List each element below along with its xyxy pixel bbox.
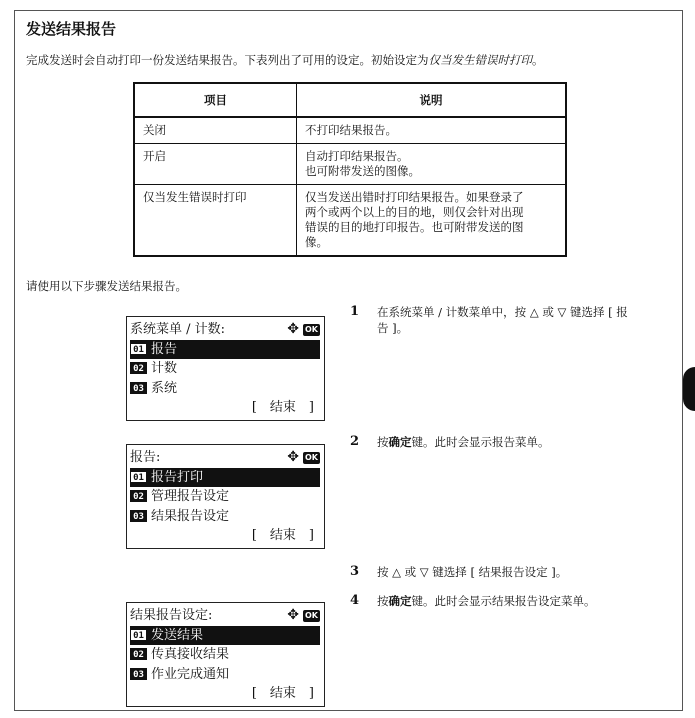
ok-key-icon: OK	[305, 324, 318, 334]
step-text-line: 告 ]。	[377, 321, 409, 335]
step-text-pre: 按	[377, 594, 389, 608]
chapter-tab-marker	[683, 367, 695, 411]
desc-line: 两个或两个以上的目的地，则仅会针对出现	[305, 205, 524, 219]
lcd-header	[130, 320, 320, 340]
lcd-screen-system-menu	[126, 316, 325, 421]
step-1	[350, 304, 678, 336]
lcd-screen-report	[126, 444, 325, 549]
end-softkey[interactable]: [ 结束 ]	[251, 528, 314, 543]
lcd-header	[130, 606, 320, 626]
desc-line: 错误的目的地打印报告。也可附带发送的图	[305, 220, 524, 234]
intro-end: 。	[532, 53, 544, 67]
four-way-arrow-icon: ✥	[287, 321, 299, 337]
step-number: 3	[350, 564, 360, 579]
lcd-footer	[130, 398, 320, 418]
ok-key-label: 确定	[388, 594, 412, 608]
lcd-menu-item-fax-rx-result[interactable]	[130, 645, 320, 665]
ok-key-label: 确定	[388, 435, 412, 449]
four-way-arrow-icon: ✥	[287, 607, 299, 623]
step-text-line: 在系统菜单 / 计数菜单中，按 △ 或 ▽ 键选择 [ 报	[377, 305, 628, 319]
lcd-title: 结果报告设定:	[130, 608, 213, 623]
lcd-menu-item-report[interactable]	[130, 340, 320, 360]
item-number: 02	[130, 490, 147, 502]
item-label: 系统	[151, 380, 178, 396]
lcd-nav	[287, 320, 320, 339]
step-number: 4	[350, 593, 360, 608]
item-number: 01	[130, 343, 147, 355]
item-label: 报告	[151, 341, 178, 357]
ok-key-icon: OK	[305, 610, 318, 620]
settings-table	[133, 82, 567, 257]
item-label: 作业完成通知	[151, 666, 230, 682]
desc-line: 也可附带发送的图像。	[305, 164, 420, 178]
intro-default-value: 仅当发生错误时打印	[428, 53, 532, 67]
lcd-title: 系统菜单 / 计数:	[130, 322, 226, 337]
intro-paragraph	[26, 52, 544, 68]
lcd-menu-item-admin-report[interactable]	[130, 487, 320, 507]
table-row	[134, 144, 566, 185]
item-number: 02	[130, 648, 147, 660]
row-description	[297, 144, 567, 185]
step-text-post: 键。此时会显示报告菜单。	[411, 435, 550, 449]
lcd-menu-item-send-result[interactable]	[130, 626, 320, 646]
item-number: 02	[130, 362, 147, 374]
item-number: 01	[130, 629, 147, 641]
step-2	[350, 434, 678, 450]
item-label: 报告打印	[151, 469, 204, 485]
item-number: 03	[130, 382, 147, 394]
lcd-title: 报告:	[130, 450, 161, 465]
ok-key-icon: OK	[305, 452, 318, 462]
step-text-post: 键。此时会显示结果报告设定菜单。	[411, 594, 596, 608]
desc-line: 像。	[305, 235, 328, 249]
step-text-pre: 按	[377, 435, 389, 449]
lcd-menu-item-result-report[interactable]	[130, 507, 320, 527]
row-item: 开启	[134, 144, 297, 185]
intro-text: 完成发送时会自动打印一份发送结果报告。下表列出了可用的设定。初始设定为	[26, 53, 429, 67]
row-item: 关闭	[134, 117, 297, 144]
step-text	[377, 593, 678, 609]
end-softkey[interactable]: [ 结束 ]	[251, 400, 314, 415]
table-row	[134, 117, 566, 144]
section-title: 发送结果报告	[26, 20, 117, 38]
item-label: 结果报告设定	[151, 508, 230, 524]
lcd-header	[130, 448, 320, 468]
step-3	[350, 564, 678, 580]
item-number: 03	[130, 668, 147, 680]
end-softkey[interactable]: [ 结束 ]	[251, 686, 314, 701]
lcd-nav	[287, 448, 320, 467]
step-text	[377, 304, 678, 336]
step-text: 按 △ 或 ▽ 键选择 [ 结果报告设定 ]。	[377, 565, 568, 579]
lcd-menu-item-system[interactable]	[130, 379, 320, 399]
header-description: 说明	[297, 83, 567, 117]
lcd-screen-result-report-settings	[126, 602, 325, 707]
four-way-arrow-icon: ✥	[287, 449, 299, 465]
step-number: 1	[350, 304, 360, 319]
lcd-menu-item-report-print[interactable]	[130, 468, 320, 488]
table-row	[134, 185, 566, 257]
step-4	[350, 593, 678, 609]
row-description	[297, 117, 567, 144]
row-description	[297, 185, 567, 257]
step-number: 2	[350, 434, 360, 449]
lcd-menu-item-counter[interactable]	[130, 359, 320, 379]
desc-line: 自动打印结果报告。	[305, 149, 409, 163]
header-item: 项目	[134, 83, 297, 117]
table-header-row	[134, 83, 566, 117]
row-item: 仅当发生错误时打印	[134, 185, 297, 257]
lcd-nav	[287, 606, 320, 625]
step-text	[377, 434, 678, 450]
lcd-menu-item-job-finish-notice[interactable]	[130, 665, 320, 685]
steps-intro: 请使用以下步骤发送结果报告。	[26, 279, 187, 293]
desc-line: 仅当发送出错时打印结果报告。如果登录了	[305, 190, 524, 204]
lcd-footer	[130, 526, 320, 546]
item-number: 03	[130, 510, 147, 522]
item-label: 发送结果	[151, 627, 204, 643]
item-number: 01	[130, 471, 147, 483]
item-label: 计数	[151, 361, 178, 376]
item-label: 管理报告设定	[151, 489, 230, 504]
lcd-footer	[130, 684, 320, 704]
desc-line: 不打印结果报告。	[305, 123, 397, 137]
item-label: 传真接收结果	[151, 647, 230, 662]
